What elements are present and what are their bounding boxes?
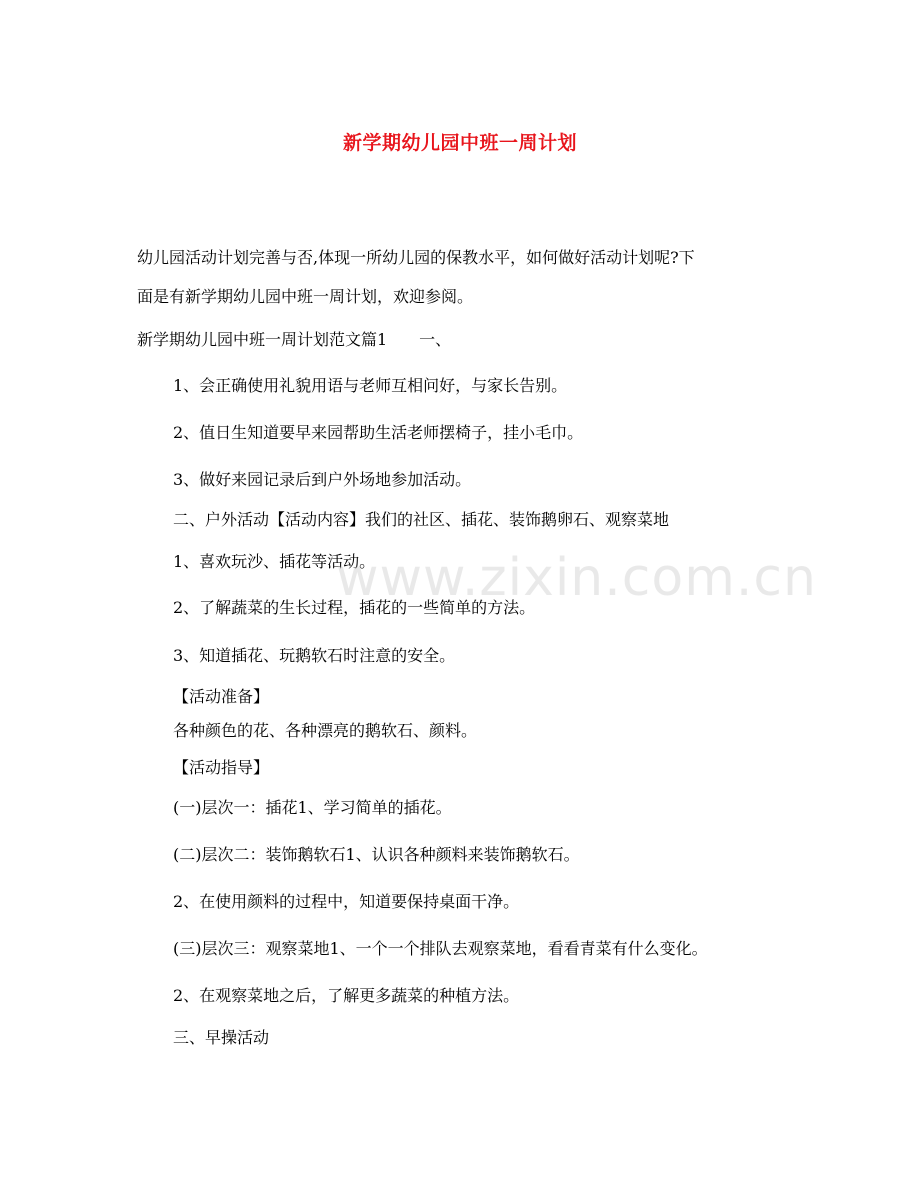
list-item: 【活动指导】	[173, 758, 270, 777]
list-item: 3、知道插花、玩鹅软石时注意的安全。	[173, 646, 456, 665]
document-title: 新学期幼儿园中班一周计划	[342, 132, 577, 154]
list-item: 2、在观察菜地之后，了解更多蔬菜的种植方法。	[173, 986, 520, 1005]
list-item: 【活动准备】	[173, 687, 270, 706]
list-item: 1、会正确使用礼貌用语与老师互相问好，与家长告别。	[173, 376, 568, 395]
list-item: (三)层次三：观察菜地1、一个一个排队去观察菜地，看看青菜有什么变化。	[173, 939, 708, 958]
watermark: www.zixin.com.cn	[336, 548, 817, 608]
list-item: 2、在使用颜料的过程中，知道要保持桌面干净。	[173, 892, 520, 911]
list-item: 1、喜欢玩沙、插花等活动。	[173, 552, 376, 571]
intro-line-2: 面是有新学期幼儿园中班一周计划，欢迎参阅。	[137, 287, 474, 306]
list-item: 2、值日生知道要早来园帮助生活老师摆椅子，挂小毛巾。	[173, 423, 584, 442]
section-heading: 新学期幼儿园中班一周计划范文篇1 一、	[137, 330, 452, 349]
intro-line-1: 幼儿园活动计划完善与否,体现一所幼儿园的保教水平，如何做好活动计划呢?下	[137, 248, 695, 267]
list-item: 三、早操活动	[173, 1028, 270, 1047]
list-item: 3、做好来园记录后到户外场地参加活动。	[173, 470, 472, 489]
list-item: (一)层次一：插花1、学习简单的插花。	[173, 798, 452, 817]
list-item: 2、了解蔬菜的生长过程，插花的一些简单的方法。	[173, 598, 536, 617]
list-item: (二)层次二：装饰鹅软石1、认识各种颜料来装饰鹅软石。	[173, 845, 580, 864]
list-item: 二、户外活动【活动内容】我们的社区、插花、装饰鹅卵石、观察菜地	[173, 510, 670, 529]
list-item: 各种颜色的花、各种漂亮的鹅软石、颜料。	[173, 721, 478, 740]
